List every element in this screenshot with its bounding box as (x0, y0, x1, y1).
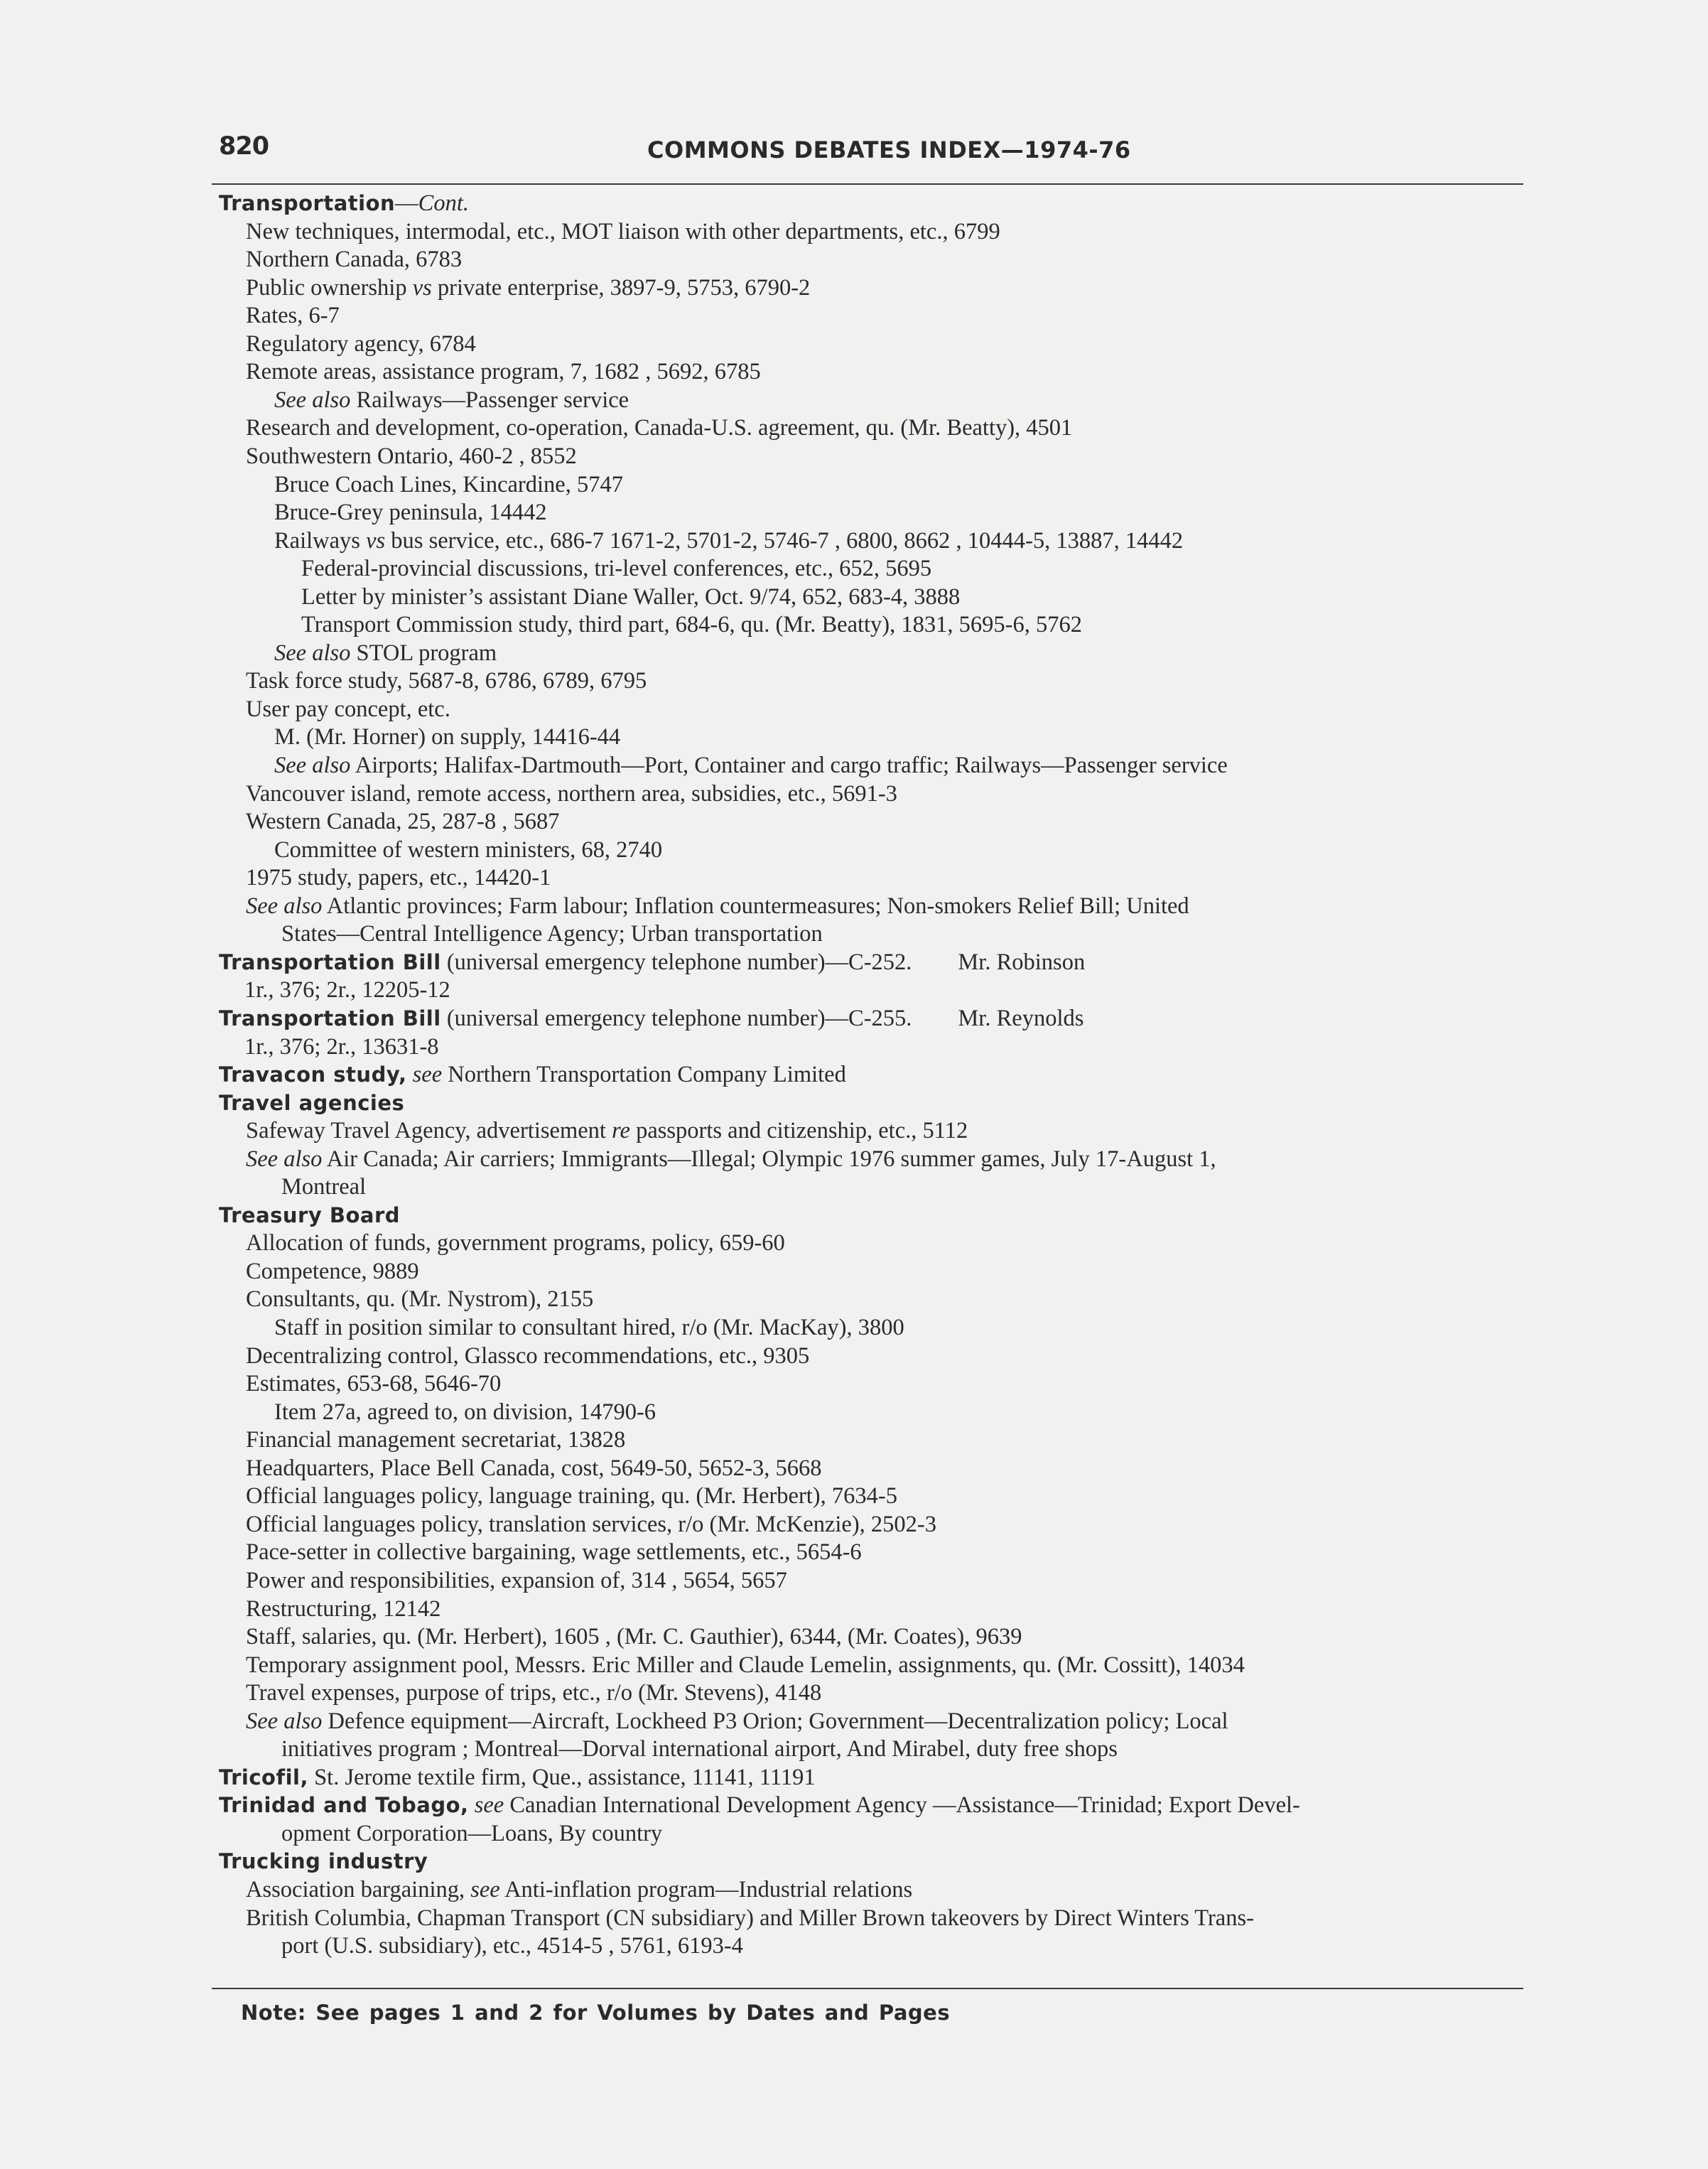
entry-term: Transportation Bill (219, 1006, 441, 1030)
entry-text: Public ownership (246, 274, 413, 301)
entry-text: Safeway Travel Agency, advertisement (246, 1118, 612, 1144)
entry-text: M. (Mr. Horner) on supply, 14416-44 (274, 724, 621, 750)
index-entry (246, 1510, 936, 1539)
entry-text: passports and citizenship, etc., 5112 (629, 1118, 968, 1144)
entry-text: vs (366, 527, 386, 554)
entry-text: Western Canada, 25, 287-8 , 5687 (246, 809, 560, 835)
index-entry (301, 583, 960, 611)
index-entry (246, 667, 647, 695)
index-entry (246, 442, 577, 470)
entry-text: Consultants, qu. (Mr. Nystrom), 2155 (246, 1286, 594, 1313)
entry-text: British Columbia, Chapman Transport (CN subsidiary) and Miller Brown takeovers by Direct Winters Trans- (246, 1905, 1254, 1931)
index-entry (246, 1285, 593, 1313)
entry-text: Vancouver island, remote access, northern area, subsidies, etc., 5691-3 (246, 780, 897, 807)
page-number: 820 (219, 132, 269, 161)
entry-text: Official languages policy, language training, qu. (Mr. Herbert), 7634-5 (246, 1483, 897, 1509)
index-heading (219, 189, 469, 217)
footer-rule (212, 1988, 1523, 1989)
entry-text: See also (246, 893, 323, 919)
index-entry (246, 1707, 1228, 1735)
index-heading (219, 1060, 846, 1089)
entry-text: Railways (274, 527, 367, 554)
index-entry (274, 639, 497, 667)
entry-text: Regulatory agency, 6784 (246, 330, 476, 357)
header-rule (212, 183, 1523, 185)
index-entry (274, 1398, 656, 1426)
index-entry (246, 301, 340, 330)
index-entry (246, 1566, 787, 1595)
entry-text: See also (246, 1708, 323, 1734)
index-entry (246, 1875, 912, 1904)
entry-term: Travacon study, (219, 1062, 407, 1087)
entry-text: Northern Transportation Company Limited (442, 1062, 846, 1088)
entry-text: port (U.S. subsidiary), etc., 4514-5 , 5761, 6193-4 (281, 1933, 743, 1959)
entry-text: Federal-provincial discussions, tri-level conferences, etc., 652, 5695 (301, 556, 932, 582)
index-entry (246, 357, 761, 386)
entry-text: Air Canada; Air carriers; Immigrants—Illegal; Olympic 1976 summer games, July 17-August 1, (322, 1146, 1216, 1172)
entry-text: Committee of western ministers, 68, 2740 (274, 836, 663, 863)
entry-text: see (412, 1062, 443, 1088)
entry-text: See also (274, 387, 351, 413)
index-entry (274, 723, 620, 751)
entry-text: initiatives program ; Montreal—Dorval international airport, And Mirabel, duty free shops (281, 1736, 1118, 1762)
entry-text: Northern Canada, 6783 (246, 247, 463, 273)
entry-text: Official languages policy, translation services, r/o (Mr. McKenzie), 2502-3 (246, 1511, 937, 1537)
index-entry (246, 414, 1072, 442)
entry-text: STOL program (350, 640, 497, 666)
index-entry (246, 274, 810, 302)
index-heading (244, 1033, 439, 1061)
entry-text: Cont. (418, 190, 470, 216)
entry-text: Staff in position similar to consultant hired, r/o (Mr. MacKay), 3800 (274, 1315, 904, 1340)
index-entry (246, 1342, 809, 1370)
index-entry (274, 836, 662, 864)
index-entry (246, 245, 462, 274)
index-entry (246, 1229, 785, 1257)
index-entry (246, 330, 476, 358)
entry-text: See also (274, 640, 351, 666)
index-heading (244, 976, 450, 1004)
entry-text: See also (274, 753, 351, 778)
entry-text: see (470, 1877, 500, 1902)
index-entry (246, 1595, 440, 1623)
entry-text: Bruce Coach Lines, Kincardine, 5747 (274, 471, 623, 497)
index-entry (274, 527, 1183, 555)
entry-text: Allocation of funds, government programs, policy, 659-60 (246, 1230, 785, 1256)
entry-text: private enterprise, 3897-9, 5753, 6790-2 (431, 274, 811, 301)
entry-text: Bruce-Grey peninsula, 14442 (274, 500, 547, 526)
index-entry (246, 1679, 821, 1707)
entry-text: Task force study, 5687-8, 6786, 6789, 6795 (246, 668, 647, 694)
entry-text: Anti-inflation program—Industrial relations (499, 1877, 913, 1902)
entry-text: Letter by minister’s assistant Diane Waller, Oct. 9/74, 652, 683-4, 3888 (301, 583, 961, 610)
index-entry (246, 807, 559, 836)
entry-text: See also (246, 1146, 323, 1172)
entry-text (469, 1792, 475, 1818)
entry-text (407, 1062, 413, 1087)
entry-text: Power and responsibilities, expansion of, 314 , 5654, 5657 (246, 1567, 787, 1593)
entry-text: 1975 study, papers, etc., 14420-1 (246, 865, 551, 891)
index-heading (219, 1763, 816, 1792)
index-entry (274, 1313, 904, 1342)
index-heading (219, 1201, 400, 1229)
index-entry (274, 386, 629, 414)
index-entry (246, 780, 897, 808)
entry-text: Research and development, co-operation, Canada-U.S. agreement, qu. (Mr. Beatty), 4501 (246, 415, 1073, 441)
entry-text: opment Corporation—Loans, By country (281, 1820, 663, 1846)
entry-text: Financial management secretariat, 13828 (246, 1427, 626, 1453)
index-entry (281, 1819, 662, 1848)
entry-term: Trinidad and Tobago, (219, 1793, 469, 1818)
index-entry (281, 1735, 1118, 1763)
entry-text: St. Jerome textile firm, Que., assistance, 11141, 11191 (308, 1764, 816, 1790)
index-entry (246, 1426, 625, 1454)
index-entry (246, 1116, 968, 1145)
entry-text: Defence equipment—Aircraft, Lockheed P3 Orion; Government—Decentralization policy; Local (322, 1708, 1228, 1734)
index-heading (219, 1004, 1083, 1033)
entry-text: Rates, 6-7 (246, 303, 340, 329)
entry-text: re (612, 1118, 630, 1144)
entry-term: Trucking industry (219, 1849, 428, 1874)
index-entry (246, 1904, 1254, 1932)
entry-text: Southwestern Ontario, 460-2 , 8552 (246, 443, 577, 469)
index-entry (246, 1482, 897, 1510)
index-entry (246, 1454, 822, 1482)
entry-term: Travel agencies (219, 1090, 405, 1115)
entry-text: 1r., 376; 2r., 13631-8 (244, 1033, 439, 1060)
entry-text: User pay concept, etc. (246, 696, 450, 722)
entry-term: Transportation (219, 191, 396, 215)
entry-text: (universal emergency telephone number)—C-252. Mr. Robinson (440, 949, 1086, 975)
entry-text: vs (412, 274, 432, 301)
entry-text: bus service, etc., 686-7 1671-2, 5701-2, 5746-7 , 6800, 8662 , 10444-5, 13887, 14442 (385, 527, 1184, 554)
index-entry (281, 1932, 743, 1960)
index-heading (219, 1089, 404, 1117)
entry-text: Item 27a, agreed to, on division, 14790-6 (274, 1399, 656, 1425)
entry-text: (universal emergency telephone number)—C-255. Mr. Reynolds (440, 1005, 1084, 1031)
index-entry (274, 751, 1228, 780)
entry-text: States—Central Intelligence Agency; Urban transportation (281, 921, 823, 947)
entry-text: Travel expenses, purpose of trips, etc., r/o (Mr. Stevens), 4148 (246, 1680, 822, 1706)
index-entry (281, 1173, 366, 1201)
page-title: COMMONS DEBATES INDEX—1974-76 (647, 136, 1131, 163)
entry-text: Estimates, 653-68, 5646-70 (246, 1371, 502, 1397)
entry-text: Association bargaining, (246, 1877, 471, 1902)
index-entry (246, 892, 1189, 920)
entry-text: 1r., 376; 2r., 12205-12 (244, 977, 450, 1003)
entry-text: Competence, 9889 (246, 1258, 419, 1284)
index-entry (246, 695, 450, 723)
index-entry (274, 470, 623, 499)
index-entry (281, 920, 823, 948)
entry-text: Remote areas, assistance program, 7, 1682 , 5692, 6785 (246, 359, 761, 385)
entry-term: Tricofil, (219, 1765, 308, 1789)
entry-text: Staff, salaries, qu. (Mr. Herbert), 1605 , (Mr. C. Gauthier), 6344, (Mr. Coates), 9639 (246, 1624, 1022, 1650)
entry-text: Transport Commission study, third part, 684-6, qu. (Mr. Beatty), 1831, 5695-6, 5762 (301, 612, 1082, 638)
index-entry (246, 1651, 1245, 1679)
index-entry (301, 610, 1082, 639)
index-entry (246, 1145, 1216, 1173)
index-entry (246, 1257, 419, 1286)
entry-text: Restructuring, 12142 (246, 1595, 441, 1622)
entry-term: Treasury Board (219, 1202, 401, 1227)
entry-text: Airports; Halifax-Dartmouth—Port, Container and cargo traffic; Railways—Passenger service (350, 753, 1228, 778)
index-entry (246, 863, 551, 892)
index-entry (246, 1538, 862, 1566)
index-heading (219, 948, 1085, 976)
entry-text: see (474, 1792, 504, 1819)
entry-term: Transportation Bill (219, 949, 441, 974)
index-entry (246, 217, 1000, 246)
index-entry (274, 498, 547, 527)
entry-text: New techniques, intermodal, etc., MOT liaison with other departments, etc., 6799 (246, 218, 1000, 244)
index-entry (301, 554, 931, 583)
entry-text: — (395, 190, 418, 216)
entry-text: Railways—Passenger service (350, 387, 629, 413)
entry-text: Headquarters, Place Bell Canada, cost, 5649-50, 5652-3, 5668 (246, 1455, 822, 1481)
entry-text: Pace-setter in collective bargaining, wage settlements, etc., 5654-6 (246, 1539, 862, 1566)
entry-text: Montreal (281, 1174, 367, 1200)
index-entry (246, 1622, 1022, 1651)
entry-text: Atlantic provinces; Farm labour; Inflation countermeasures; Non-smokers Relief Bill; United (322, 893, 1189, 919)
index-heading (219, 1847, 428, 1875)
entry-text: Decentralizing control, Glassco recommendations, etc., 9305 (246, 1342, 810, 1369)
entry-text: Temporary assignment pool, Messrs. Eric Miller and Claude Lemelin, assignments, qu. (Mr. Cossitt), 14034 (246, 1652, 1245, 1678)
index-entry (246, 1369, 501, 1398)
footer-note: Note: See pages 1 and 2 for Volumes by Dates and Pages (241, 2001, 951, 2025)
index-heading (219, 1791, 1300, 1819)
entry-text: Canadian International Development Agency —Assistance—Trinidad; Export Devel- (504, 1792, 1300, 1819)
